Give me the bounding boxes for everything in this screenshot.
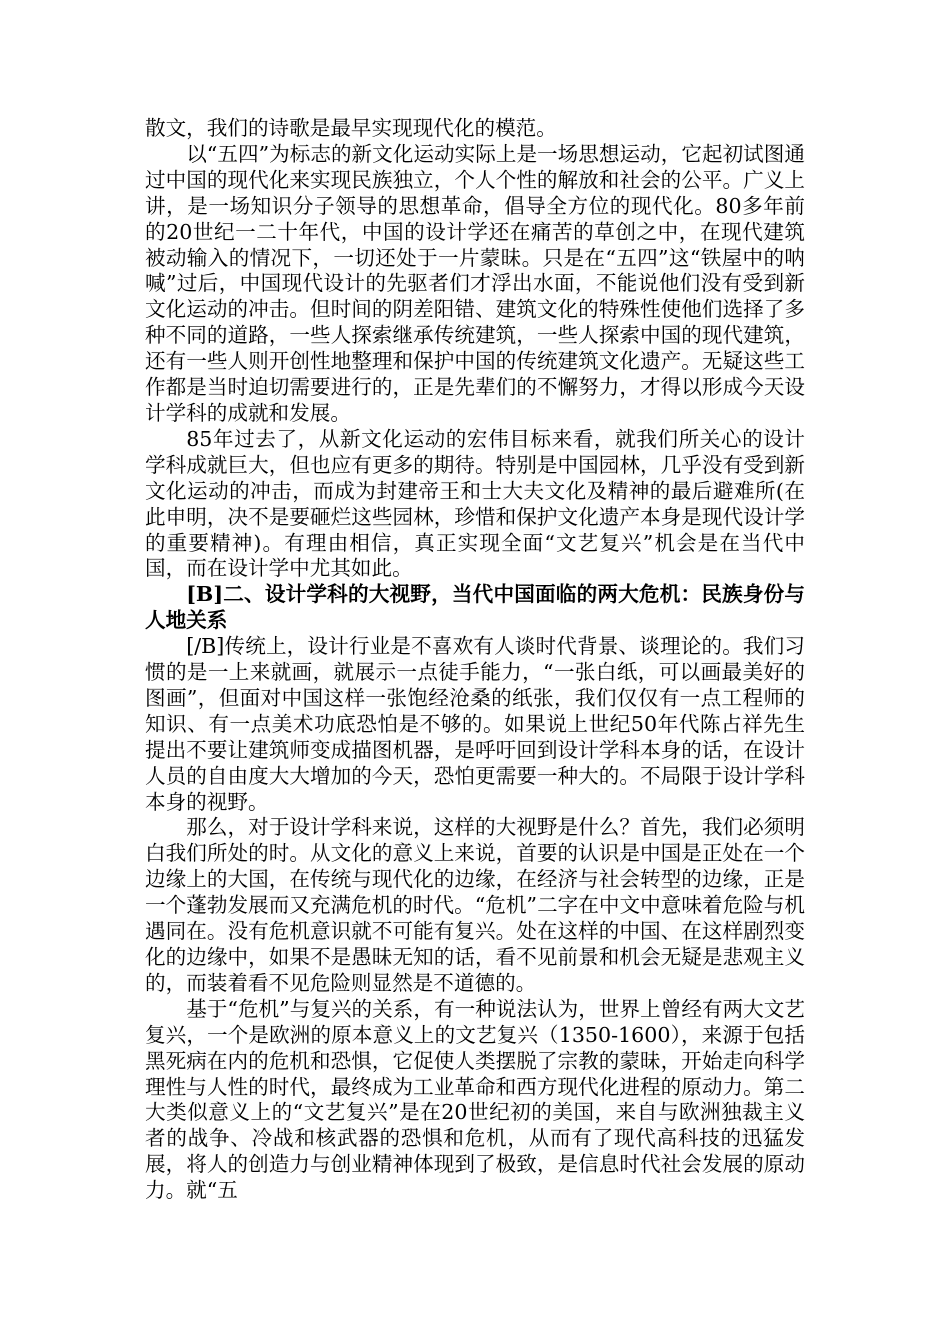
paragraph-big-vision: 那么，对于设计学科来说，这样的大视野是什么？首先，我们必须明白我们所处的时。从文化的意义上来说，首要的认识是中国是正处在一个边缘上的大国，在传统与现代化的边缘，在经济与社会转型的边缘，正是一个蓬勃发展而又充满危机的时代。“危机”二字在中文中意味着危险与机遇同在。没有危机意识就不可能有复兴。处在这样的中国、在这样剧烈变化的边缘中，如果不是愚昧无知的话，看不见前景和机会无疑是悲观主义的，而装着看不见危险则显然是不道德的。 xyxy=(145,815,805,995)
section-heading: [B]二、设计学科的大视野，当代中国面临的两大危机：民族身份与人地关系 xyxy=(145,582,805,633)
paragraph-may-fourth: 以“五四”为标志的新文化运动实际上是一场思想运动，它起初试图通过中国的现代化来实现民族独立，个人个性的解放和社会的公平。广义上讲，是一场知识分子领导的思想革命，倡导全方位的现代化。80多年前的20世纪一二十年代，中国的设计学还在痛苦的草创之中，在现代建筑被动输入的情况下，一切还处于一片蒙昧。只是在“五四”这“铁屋中的呐喊”过后，中国现代设计的先驱者们才浮出水面，不能说他们没有受到新文化运动的冲击。但时间的阴差阳错、建筑文化的特殊性使他们选择了多种不同的道路，一些人探索继承传统建筑，一些人探索中国的现代建筑，还有一些人则开创性地整理和保护中国的传统建筑文化遗产。无疑这些工作都是当时迫切需要进行的，正是先辈们的不懈努力，才得以形成今天设计学科的成就和发展。 xyxy=(145,141,805,425)
paragraph-continuation: 散文，我们的诗歌是最早实现现代化的模范。 xyxy=(145,116,557,140)
paragraph-tradition: [/B]传统上，设计行业是不喜欢有人谈时代背景、谈理论的。我们习惯的是一上来就画，就展示一点徒手能力，“一张白纸，可以画最美好的图画”，但面对中国这样一张饱经沧桑的纸张，我们仅仅有一点工程师的知识、有一点美术功底恐怕是不够的。如果说上世纪50年代陈占祥先生提出不要让建筑师变成描图机器，是呼吁回到设计学科本身的话，在设计人员的自由度大大增加的今天，恐怕更需要一种大的。不局限于设计学科本身的视野。 xyxy=(145,634,805,814)
paragraph-crisis-renaissance: 基于“危机”与复兴的关系，有一种说法认为，世界上曾经有两大文艺复兴，一个是欧洲的原本意义上的文艺复兴（1350-1600），来源于包括黑死病在内的危机和恐惧，它促使人类摆脱了宗教的蒙昧，开始走向科学理性与人性的时代，最终成为工业革命和西方现代化进程的原动力。第二大类似意义上的“文艺复兴”是在20世纪初的美国，来自与欧洲独裁主义者的战争、冷战和核武器的恐惧和危机，从而有了现代高科技的迅猛发展，将人的创造力与创业精神体现到了极致，是信息时代社会发展的原动力。就“五 xyxy=(145,996,805,1203)
paragraph-85-years: 85年过去了，从新文化运动的宏伟目标来看，就我们所关心的设计学科成就巨大，但也应有更多的期待。特别是中国园林，几乎没有受到新文化运动的冲击，而成为封建帝王和士大夫文化及精神的最后避难所(在此申明，决不是要砸烂这些园林，珍惜和保护文化遗产本身是现代设计学的重要精神)。有理由相信，真正实现全面“文艺复兴”机会是在当代中国，而在设计学中尤其如此。 xyxy=(145,426,805,581)
document-body xyxy=(145,116,805,1204)
